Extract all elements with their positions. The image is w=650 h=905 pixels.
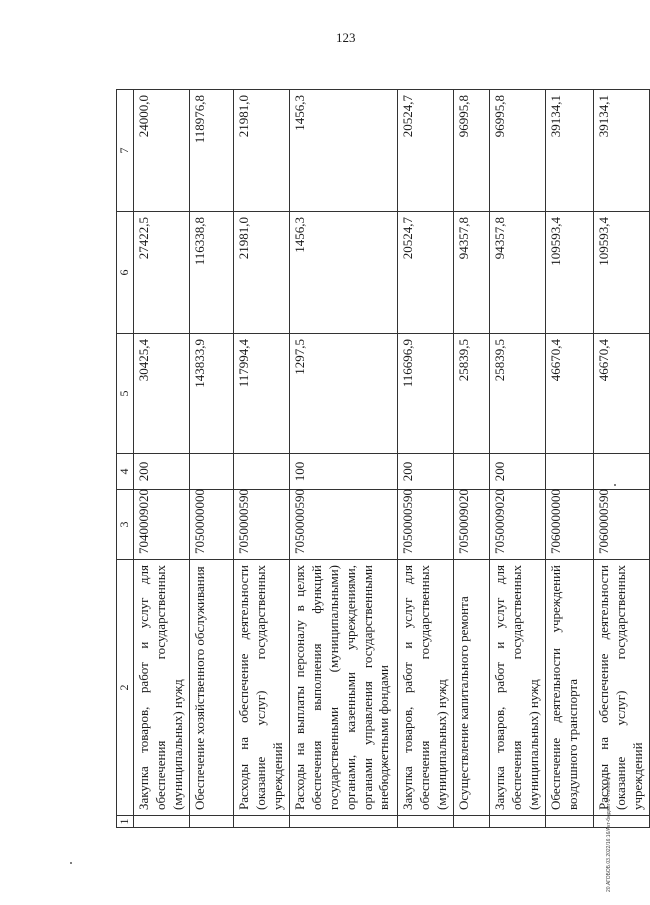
row-value-col6: 109593,4 <box>546 212 594 334</box>
row-value-col5: 116696,9 <box>398 334 454 454</box>
row-value-col7: 1456,3 <box>290 90 398 212</box>
table-row <box>490 90 546 828</box>
table-row <box>546 90 594 828</box>
row-expense-type <box>454 454 490 490</box>
budget-table-container <box>116 90 645 828</box>
row-value-col5: 46670,4 <box>594 334 650 454</box>
header-cell: 5 <box>117 334 134 454</box>
row-code: 7040009020 <box>134 490 190 560</box>
table-row <box>290 90 398 828</box>
header-cell: 4 <box>117 454 134 490</box>
row-value-col7: 118976,8 <box>190 90 234 212</box>
row-value-col7: 39134,1 <box>594 90 650 212</box>
scan-speck <box>614 484 616 486</box>
budget-table-body <box>117 90 650 828</box>
page-number: 123 <box>336 30 356 45</box>
header-cell: 2 <box>117 560 134 816</box>
row-description: Обеспечение хозяйственного обслуживания <box>190 560 234 816</box>
row-value-col5: 46670,4 <box>546 334 594 454</box>
row-value-col7: 24000,0 <box>134 90 190 212</box>
row-value-col6: 94357,8 <box>454 212 490 334</box>
row-expense-type <box>234 454 290 490</box>
row-description: Закупка товаров, работ и услуг для обеспечения государственных (муниципальных) нужд <box>134 560 190 816</box>
row-value-col7: 21981,0 <box>234 90 290 212</box>
row-value-col5: 1297,5 <box>290 334 398 454</box>
table-row <box>398 90 454 828</box>
row-expense-type: 200 <box>134 454 190 490</box>
row-value-col7: 20524,7 <box>398 90 454 212</box>
row-expense-type: 200 <box>490 454 546 490</box>
row-description: Расходы на обеспечение деятельности (оказание услуг) государственных учреждений <box>594 560 650 816</box>
row-expense-type <box>546 454 594 490</box>
row-expense-type <box>594 454 650 490</box>
table-row <box>134 90 190 828</box>
row-description: Осуществление капитального ремонта <box>454 560 490 816</box>
print-stamp-note: 20.АГОБОБ.03.2022/16:16/Акт-бюджет-2 чтение-2 ч <box>606 772 612 892</box>
row-value-col6: 116338,8 <box>190 212 234 334</box>
row-index-cell <box>290 816 398 828</box>
row-description: Обеспечение деятельности учреждений воздушного транспорта <box>546 560 594 816</box>
row-value-col5: 25839,5 <box>490 334 546 454</box>
row-value-col7: 96995,8 <box>454 90 490 212</box>
budget-table <box>116 89 650 828</box>
row-index-cell <box>490 816 546 828</box>
table-row <box>190 90 234 828</box>
row-code: 7060000590 <box>594 490 650 560</box>
table-header-row <box>117 90 134 828</box>
row-code: 7050009020 <box>454 490 490 560</box>
row-code: 7050000590 <box>234 490 290 560</box>
header-cell: 7 <box>117 90 134 212</box>
row-code: 7050009020 <box>490 490 546 560</box>
row-index-cell <box>234 816 290 828</box>
row-value-col6: 21981,0 <box>234 212 290 334</box>
row-value-col6: 27422,5 <box>134 212 190 334</box>
header-cell: 6 <box>117 212 134 334</box>
scan-speck <box>70 862 72 864</box>
header-cell: 3 <box>117 490 134 560</box>
row-description: Расходы на обеспечение деятельности (оказание услуг) государственных учреждений <box>234 560 290 816</box>
row-expense-type: 200 <box>398 454 454 490</box>
row-value-col6: 1456,3 <box>290 212 398 334</box>
row-value-col5: 117994,4 <box>234 334 290 454</box>
row-description: Расходы на выплаты персоналу в целях обеспечения выполнения функций государственными (муниципальными) органами, казенными учреждениями, органами управления государственными внебюджетными фондами <box>290 560 398 816</box>
row-index-cell <box>134 816 190 828</box>
table-row <box>594 90 650 828</box>
row-index-cell <box>398 816 454 828</box>
row-value-col6: 109593,4 <box>594 212 650 334</box>
row-value-col5: 30425,4 <box>134 334 190 454</box>
row-value-col7: 39134,1 <box>546 90 594 212</box>
row-value-col7: 96995,8 <box>490 90 546 212</box>
row-value-col6: 94357,8 <box>490 212 546 334</box>
row-index-cell <box>546 816 594 828</box>
row-index-cell <box>594 816 650 828</box>
row-value-col5: 25839,5 <box>454 334 490 454</box>
header-cell: 1 <box>117 816 134 828</box>
row-value-col6: 20524,7 <box>398 212 454 334</box>
row-code: 7050000590 <box>398 490 454 560</box>
row-value-col5: 143833,9 <box>190 334 234 454</box>
row-code: 7050000590 <box>290 490 398 560</box>
row-description: Закупка товаров, работ и услуг для обеспечения государственных (муниципальных) нужд <box>398 560 454 816</box>
table-row <box>454 90 490 828</box>
row-description: Закупка товаров, работ и услуг для обеспечения государственных (муниципальных) нужд <box>490 560 546 816</box>
row-index-cell <box>190 816 234 828</box>
row-expense-type <box>190 454 234 490</box>
table-row <box>234 90 290 828</box>
row-index-cell <box>454 816 490 828</box>
row-code: 7060000000 <box>546 490 594 560</box>
row-expense-type: 100 <box>290 454 398 490</box>
row-code: 7050000000 <box>190 490 234 560</box>
